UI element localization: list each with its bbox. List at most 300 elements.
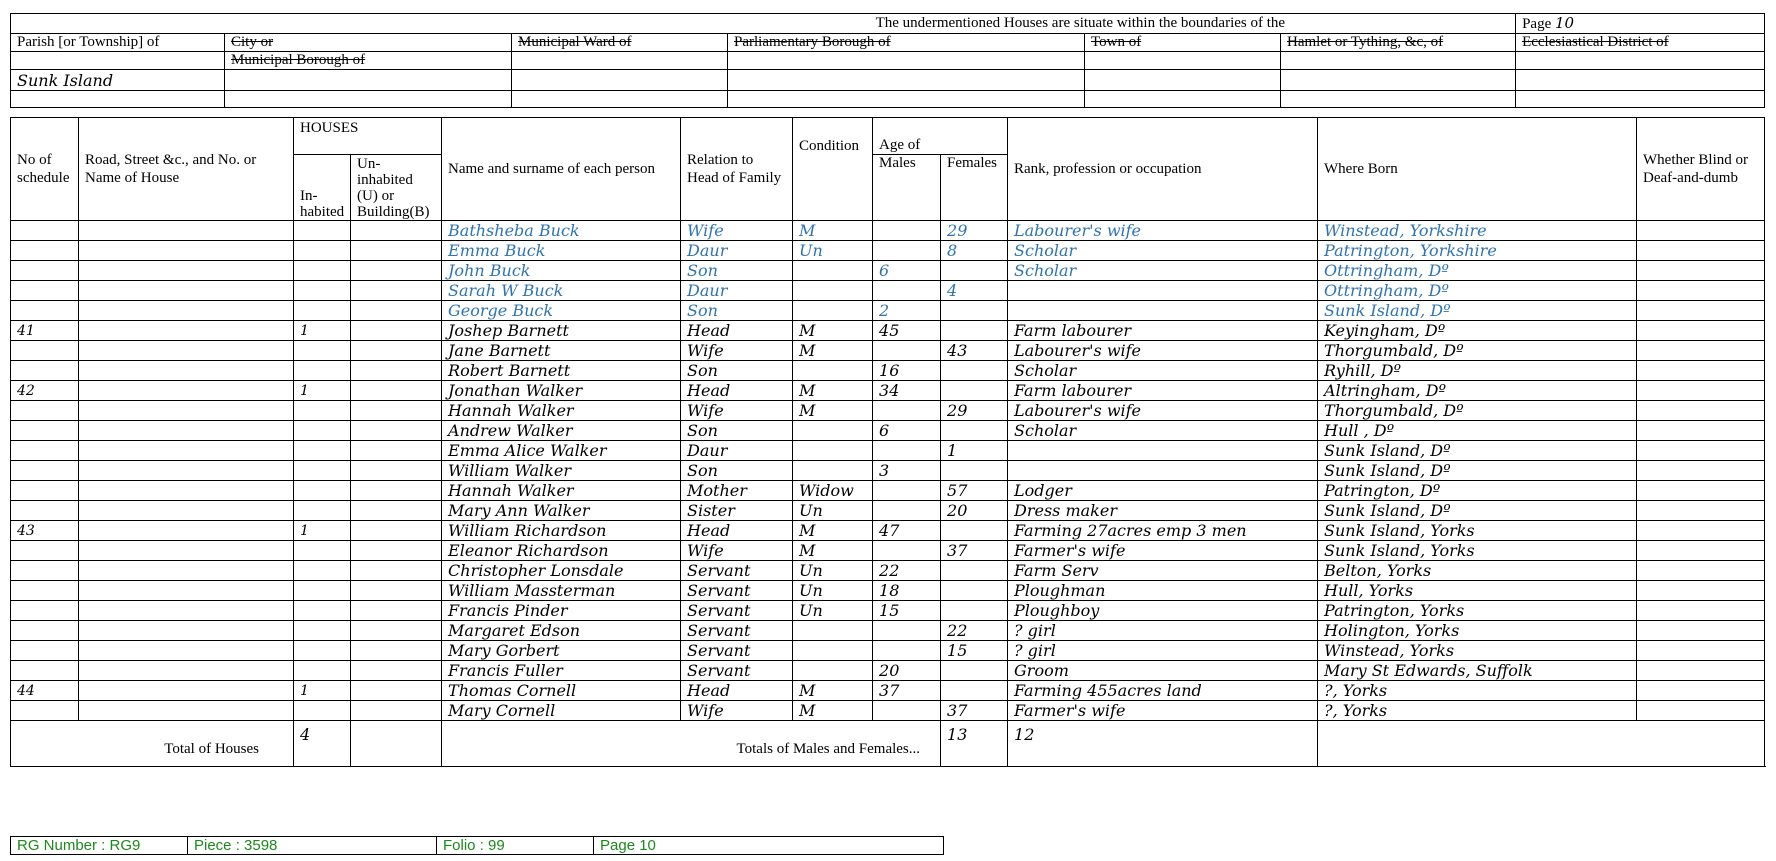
males-age-cell: 20 bbox=[873, 661, 941, 681]
footer-page: Page 10 bbox=[594, 837, 944, 855]
road-cell bbox=[79, 381, 294, 401]
relation-cell: Servant bbox=[681, 621, 793, 641]
where-born-cell: Hull, Yorks bbox=[1318, 581, 1637, 601]
schedule-cell bbox=[11, 461, 79, 481]
relation-cell: Servant bbox=[681, 661, 793, 681]
relation-cell: Wife bbox=[681, 221, 793, 241]
inhabited-cell bbox=[294, 621, 351, 641]
condition-cell bbox=[793, 661, 873, 681]
table-row bbox=[11, 641, 1765, 661]
uninhabited-cell bbox=[351, 621, 442, 641]
road-cell bbox=[79, 321, 294, 341]
where-born-cell: Ryhill, Dº bbox=[1318, 361, 1637, 381]
condition-cell: M bbox=[793, 681, 873, 701]
blind-cell bbox=[1637, 681, 1765, 701]
occupation-cell: Scholar bbox=[1008, 261, 1318, 281]
where-born-cell: Sunk Island, Dº bbox=[1318, 461, 1637, 481]
name-cell: Eleanor Richardson bbox=[442, 541, 681, 561]
condition-cell bbox=[793, 621, 873, 641]
blind-cell bbox=[1637, 421, 1765, 441]
blind-cell bbox=[1637, 361, 1765, 381]
condition-cell bbox=[793, 421, 873, 441]
relation-cell: Daur bbox=[681, 241, 793, 261]
table-row bbox=[11, 501, 1765, 521]
females-age-cell: 1 bbox=[941, 441, 1008, 461]
table-row bbox=[11, 681, 1765, 701]
relation-cell: Son bbox=[681, 461, 793, 481]
uninhabited-cell bbox=[351, 301, 442, 321]
total-houses-value: 4 bbox=[294, 721, 351, 767]
schedule-cell bbox=[11, 561, 79, 581]
blind-cell bbox=[1637, 521, 1765, 541]
road-cell bbox=[79, 301, 294, 321]
road-cell bbox=[79, 221, 294, 241]
females-age-cell: 15 bbox=[941, 641, 1008, 661]
females-age-cell bbox=[941, 301, 1008, 321]
females-age-cell: 37 bbox=[941, 701, 1008, 721]
females-age-cell bbox=[941, 601, 1008, 621]
inhabited-cell bbox=[294, 441, 351, 461]
inhabited-cell bbox=[294, 541, 351, 561]
relation-cell: Servant bbox=[681, 561, 793, 581]
census-rows bbox=[11, 221, 1765, 721]
blind-cell bbox=[1637, 661, 1765, 681]
name-cell: Mary Gorbert bbox=[442, 641, 681, 661]
inhabited-cell bbox=[294, 641, 351, 661]
condition-cell: M bbox=[793, 521, 873, 541]
relation-cell: Son bbox=[681, 361, 793, 381]
females-age-cell bbox=[941, 581, 1008, 601]
females-age-cell bbox=[941, 521, 1008, 541]
road-cell bbox=[79, 341, 294, 361]
relation-cell: Servant bbox=[681, 581, 793, 601]
rg-number: RG Number : RG9 bbox=[11, 837, 188, 855]
inhabited-cell bbox=[294, 701, 351, 721]
table-row bbox=[11, 281, 1765, 301]
blind-cell bbox=[1637, 621, 1765, 641]
schedule-cell bbox=[11, 581, 79, 601]
uninhabited-cell bbox=[351, 401, 442, 421]
road-cell bbox=[79, 621, 294, 641]
name-cell: Thomas Cornell bbox=[442, 681, 681, 701]
road-cell bbox=[79, 421, 294, 441]
table-row bbox=[11, 621, 1765, 641]
schedule-cell bbox=[11, 421, 79, 441]
males-age-cell bbox=[873, 541, 941, 561]
inhabited-cell bbox=[294, 341, 351, 361]
where-born-cell: Keyingham, Dº bbox=[1318, 321, 1637, 341]
uninhabited-cell bbox=[351, 281, 442, 301]
occupation-cell: Farm Serv bbox=[1008, 561, 1318, 581]
parish-label: Parish [or Township] of bbox=[11, 34, 225, 52]
road-cell bbox=[79, 461, 294, 481]
total-males: 13 bbox=[941, 721, 1008, 767]
relation-cell: Wife bbox=[681, 541, 793, 561]
relation-cell: Sister bbox=[681, 501, 793, 521]
table-row bbox=[11, 361, 1765, 381]
page-number: 10 bbox=[1554, 14, 1575, 32]
table-row bbox=[11, 581, 1765, 601]
inhabited-cell bbox=[294, 261, 351, 281]
col-age-of: Age of bbox=[873, 118, 1008, 155]
males-age-cell: 47 bbox=[873, 521, 941, 541]
relation-cell: Mother bbox=[681, 481, 793, 501]
schedule-cell bbox=[11, 301, 79, 321]
relation-cell: Head bbox=[681, 381, 793, 401]
table-row bbox=[11, 701, 1765, 721]
inhabited-cell bbox=[294, 281, 351, 301]
piece-number: Piece : 3598 bbox=[188, 837, 437, 855]
where-born-cell: Thorgumbald, Dº bbox=[1318, 341, 1637, 361]
col-schedule: No of schedule bbox=[11, 118, 79, 221]
occupation-cell: Labourer's wife bbox=[1008, 341, 1318, 361]
table-row bbox=[11, 561, 1765, 581]
road-cell bbox=[79, 241, 294, 261]
condition-cell: Un bbox=[793, 581, 873, 601]
occupation-cell bbox=[1008, 461, 1318, 481]
uninhabited-cell bbox=[351, 561, 442, 581]
where-born-cell: Sunk Island, Dº bbox=[1318, 501, 1637, 521]
females-age-cell: 43 bbox=[941, 341, 1008, 361]
uninhabited-cell bbox=[351, 541, 442, 561]
name-cell: Margaret Edson bbox=[442, 621, 681, 641]
road-cell bbox=[79, 601, 294, 621]
blind-cell bbox=[1637, 541, 1765, 561]
census-table bbox=[10, 117, 1765, 767]
inhabited-cell bbox=[294, 401, 351, 421]
schedule-cell bbox=[11, 281, 79, 301]
males-age-cell: 34 bbox=[873, 381, 941, 401]
name-cell: Joshep Barnett bbox=[442, 321, 681, 341]
males-age-cell: 37 bbox=[873, 681, 941, 701]
folio-number: Folio : 99 bbox=[437, 837, 594, 855]
schedule-cell bbox=[11, 261, 79, 281]
col-houses: HOUSES bbox=[294, 118, 442, 155]
col-blind: Whether Blind or Deaf-and-dumb bbox=[1637, 118, 1765, 221]
relation-cell: Head bbox=[681, 321, 793, 341]
town-label: Town of bbox=[1085, 34, 1281, 52]
where-born-cell: Winstead, Yorks bbox=[1318, 641, 1637, 661]
col-males: Males bbox=[873, 155, 941, 221]
relation-cell: Servant bbox=[681, 641, 793, 661]
road-cell bbox=[79, 661, 294, 681]
road-cell bbox=[79, 481, 294, 501]
females-age-cell bbox=[941, 321, 1008, 341]
col-inhabited: In-habited bbox=[294, 155, 351, 221]
condition-cell: M bbox=[793, 221, 873, 241]
blind-cell bbox=[1637, 561, 1765, 581]
uninhabited-cell bbox=[351, 381, 442, 401]
col-name: Name and surname of each person bbox=[442, 118, 681, 221]
inhabited-cell bbox=[294, 461, 351, 481]
females-age-cell: 57 bbox=[941, 481, 1008, 501]
road-cell bbox=[79, 501, 294, 521]
females-age-cell bbox=[941, 261, 1008, 281]
females-age-cell bbox=[941, 421, 1008, 441]
where-born-cell: Altringham, Dº bbox=[1318, 381, 1637, 401]
where-born-cell: Sunk Island, Dº bbox=[1318, 441, 1637, 461]
uninhabited-cell bbox=[351, 661, 442, 681]
inhabited-cell: 1 bbox=[294, 521, 351, 541]
relation-cell: Son bbox=[681, 261, 793, 281]
condition-cell: M bbox=[793, 381, 873, 401]
males-age-cell: 3 bbox=[873, 461, 941, 481]
col-road: Road, Street &c., and No. or Name of House bbox=[79, 118, 294, 221]
blind-cell bbox=[1637, 241, 1765, 261]
schedule-cell bbox=[11, 661, 79, 681]
road-cell bbox=[79, 681, 294, 701]
inhabited-cell: 1 bbox=[294, 381, 351, 401]
occupation-cell bbox=[1008, 301, 1318, 321]
condition-cell bbox=[793, 361, 873, 381]
table-row bbox=[11, 301, 1765, 321]
blind-cell bbox=[1637, 301, 1765, 321]
table-row bbox=[11, 601, 1765, 621]
schedule-cell bbox=[11, 401, 79, 421]
reference-footer bbox=[10, 836, 944, 855]
females-age-cell bbox=[941, 661, 1008, 681]
males-age-cell bbox=[873, 241, 941, 261]
boundaries-header bbox=[10, 13, 1765, 108]
name-cell: William Massterman bbox=[442, 581, 681, 601]
uninhabited-cell bbox=[351, 701, 442, 721]
where-born-cell: Winstead, Yorkshire bbox=[1318, 221, 1637, 241]
table-row bbox=[11, 381, 1765, 401]
occupation-cell: ? girl bbox=[1008, 621, 1318, 641]
occupation-cell: Scholar bbox=[1008, 421, 1318, 441]
uninhabited-cell bbox=[351, 461, 442, 481]
inhabited-cell bbox=[294, 501, 351, 521]
females-age-cell bbox=[941, 361, 1008, 381]
uninhabited-cell bbox=[351, 501, 442, 521]
occupation-cell: Groom bbox=[1008, 661, 1318, 681]
relation-cell: Daur bbox=[681, 441, 793, 461]
uninhabited-cell bbox=[351, 241, 442, 261]
name-cell: Jonathan Walker bbox=[442, 381, 681, 401]
condition-cell bbox=[793, 441, 873, 461]
schedule-cell bbox=[11, 221, 79, 241]
females-age-cell: 29 bbox=[941, 401, 1008, 421]
name-cell: John Buck bbox=[442, 261, 681, 281]
blind-cell bbox=[1637, 381, 1765, 401]
where-born-cell: Holington, Yorks bbox=[1318, 621, 1637, 641]
where-born-cell: ?, Yorks bbox=[1318, 701, 1637, 721]
name-cell: Andrew Walker bbox=[442, 421, 681, 441]
males-age-cell bbox=[873, 481, 941, 501]
total-houses-label: Total of Houses bbox=[11, 721, 294, 767]
condition-cell bbox=[793, 261, 873, 281]
schedule-cell bbox=[11, 601, 79, 621]
total-females: 12 bbox=[1008, 721, 1318, 767]
uninhabited-cell bbox=[351, 681, 442, 701]
table-row bbox=[11, 441, 1765, 461]
ward-label: Municipal Ward of bbox=[512, 34, 728, 52]
road-cell bbox=[79, 281, 294, 301]
table-row bbox=[11, 221, 1765, 241]
schedule-cell bbox=[11, 501, 79, 521]
hamlet-label: Hamlet or Tything, &c, of bbox=[1281, 34, 1516, 52]
females-age-cell: 22 bbox=[941, 621, 1008, 641]
name-cell: Mary Ann Walker bbox=[442, 501, 681, 521]
where-born-cell: Hull , Dº bbox=[1318, 421, 1637, 441]
condition-cell: M bbox=[793, 341, 873, 361]
table-row bbox=[11, 421, 1765, 441]
males-age-cell bbox=[873, 501, 941, 521]
males-age-cell bbox=[873, 441, 941, 461]
females-age-cell bbox=[941, 381, 1008, 401]
males-age-cell bbox=[873, 221, 941, 241]
males-age-cell: 6 bbox=[873, 261, 941, 281]
occupation-cell: Ploughman bbox=[1008, 581, 1318, 601]
relation-cell: Wife bbox=[681, 341, 793, 361]
schedule-cell bbox=[11, 701, 79, 721]
where-born-cell: Sunk Island, Dº bbox=[1318, 301, 1637, 321]
col-condition: Condition bbox=[793, 118, 873, 221]
blind-cell bbox=[1637, 281, 1765, 301]
inhabited-cell bbox=[294, 361, 351, 381]
males-age-cell: 6 bbox=[873, 421, 941, 441]
where-born-cell: Thorgumbald, Dº bbox=[1318, 401, 1637, 421]
occupation-cell bbox=[1008, 281, 1318, 301]
uninhabited-cell bbox=[351, 361, 442, 381]
col-females: Females bbox=[941, 155, 1008, 221]
females-age-cell: 37 bbox=[941, 541, 1008, 561]
condition-cell bbox=[793, 461, 873, 481]
schedule-cell: 42 bbox=[11, 381, 79, 401]
col-uninhabited: Un-inhabited (U) or Building(B) bbox=[351, 155, 442, 221]
males-age-cell bbox=[873, 701, 941, 721]
page-cell bbox=[1516, 14, 1765, 34]
condition-cell: M bbox=[793, 401, 873, 421]
uninhabited-cell bbox=[351, 421, 442, 441]
where-born-cell: Sunk Island, Yorks bbox=[1318, 541, 1637, 561]
schedule-cell bbox=[11, 341, 79, 361]
condition-cell bbox=[793, 301, 873, 321]
table-row bbox=[11, 261, 1765, 281]
where-born-cell: Patrington, Dº bbox=[1318, 481, 1637, 501]
males-age-cell bbox=[873, 641, 941, 661]
parliamentary-label: Parliamentary Borough of bbox=[728, 34, 1085, 52]
where-born-cell: Patrington, Yorkshire bbox=[1318, 241, 1637, 261]
municipal-borough-label: Municipal Borough of bbox=[225, 52, 512, 70]
females-age-cell: 8 bbox=[941, 241, 1008, 261]
road-cell bbox=[79, 401, 294, 421]
relation-cell: Servant bbox=[681, 601, 793, 621]
table-row bbox=[11, 461, 1765, 481]
table-row bbox=[11, 541, 1765, 561]
occupation-cell: Lodger bbox=[1008, 481, 1318, 501]
relation-cell: Head bbox=[681, 681, 793, 701]
name-cell: Emma Alice Walker bbox=[442, 441, 681, 461]
table-row bbox=[11, 401, 1765, 421]
occupation-cell: Dress maker bbox=[1008, 501, 1318, 521]
name-cell: Robert Barnett bbox=[442, 361, 681, 381]
road-cell bbox=[79, 561, 294, 581]
uninhabited-cell bbox=[351, 481, 442, 501]
blind-cell bbox=[1637, 321, 1765, 341]
where-born-cell: Sunk Island, Yorks bbox=[1318, 521, 1637, 541]
relation-cell: Wife bbox=[681, 401, 793, 421]
blind-cell bbox=[1637, 601, 1765, 621]
where-born-cell: Patrington, Yorks bbox=[1318, 601, 1637, 621]
blind-cell bbox=[1637, 461, 1765, 481]
name-cell: Emma Buck bbox=[442, 241, 681, 261]
condition-cell bbox=[793, 641, 873, 661]
schedule-cell bbox=[11, 621, 79, 641]
name-cell: William Richardson bbox=[442, 521, 681, 541]
where-born-cell: Ottringham, Dº bbox=[1318, 261, 1637, 281]
table-row bbox=[11, 661, 1765, 681]
city-label: City or bbox=[225, 34, 512, 52]
occupation-cell: Scholar bbox=[1008, 361, 1318, 381]
inhabited-cell bbox=[294, 601, 351, 621]
inhabited-cell bbox=[294, 241, 351, 261]
road-cell bbox=[79, 261, 294, 281]
relation-cell: Head bbox=[681, 521, 793, 541]
schedule-cell: 43 bbox=[11, 521, 79, 541]
inhabited-cell bbox=[294, 581, 351, 601]
uninhabited-cell bbox=[351, 581, 442, 601]
road-cell bbox=[79, 521, 294, 541]
uninhabited-cell bbox=[351, 341, 442, 361]
condition-cell: M bbox=[793, 541, 873, 561]
col-occupation: Rank, profession or occupation bbox=[1008, 118, 1318, 221]
inhabited-cell: 1 bbox=[294, 681, 351, 701]
males-age-cell bbox=[873, 621, 941, 641]
name-cell: Sarah W Buck bbox=[442, 281, 681, 301]
occupation-cell: Farming 455acres land bbox=[1008, 681, 1318, 701]
road-cell bbox=[79, 441, 294, 461]
blind-cell bbox=[1637, 261, 1765, 281]
males-age-cell: 15 bbox=[873, 601, 941, 621]
parish-value: Sunk Island bbox=[11, 70, 225, 91]
blind-cell bbox=[1637, 341, 1765, 361]
uninhabited-cell bbox=[351, 521, 442, 541]
uninhabited-cell bbox=[351, 641, 442, 661]
name-cell: Hannah Walker bbox=[442, 481, 681, 501]
condition-cell: Un bbox=[793, 241, 873, 261]
inhabited-cell: 1 bbox=[294, 321, 351, 341]
ecclesiastical-label: Ecclesiastical District of bbox=[1516, 34, 1765, 52]
occupation-cell: Labourer's wife bbox=[1008, 221, 1318, 241]
occupation-cell: Labourer's wife bbox=[1008, 401, 1318, 421]
males-age-cell bbox=[873, 341, 941, 361]
males-age-cell: 45 bbox=[873, 321, 941, 341]
table-row bbox=[11, 521, 1765, 541]
road-cell bbox=[79, 641, 294, 661]
occupation-cell: Farm labourer bbox=[1008, 381, 1318, 401]
occupation-cell: Farmer's wife bbox=[1008, 541, 1318, 561]
males-age-cell bbox=[873, 281, 941, 301]
schedule-cell bbox=[11, 541, 79, 561]
females-age-cell bbox=[941, 561, 1008, 581]
boundaries-title: The undermentioned Houses are situate within the boundaries of the bbox=[11, 14, 1516, 34]
females-age-cell: 4 bbox=[941, 281, 1008, 301]
table-row bbox=[11, 241, 1765, 261]
name-cell: George Buck bbox=[442, 301, 681, 321]
col-relation: Relation to Head of Family bbox=[681, 118, 793, 221]
road-cell bbox=[79, 361, 294, 381]
where-born-cell: Ottringham, Dº bbox=[1318, 281, 1637, 301]
relation-cell: Son bbox=[681, 421, 793, 441]
occupation-cell: Farm labourer bbox=[1008, 321, 1318, 341]
occupation-cell: Ploughboy bbox=[1008, 601, 1318, 621]
name-cell: Francis Pinder bbox=[442, 601, 681, 621]
blind-cell bbox=[1637, 481, 1765, 501]
condition-cell: Un bbox=[793, 601, 873, 621]
uninhabited-cell bbox=[351, 261, 442, 281]
name-cell: Hannah Walker bbox=[442, 401, 681, 421]
